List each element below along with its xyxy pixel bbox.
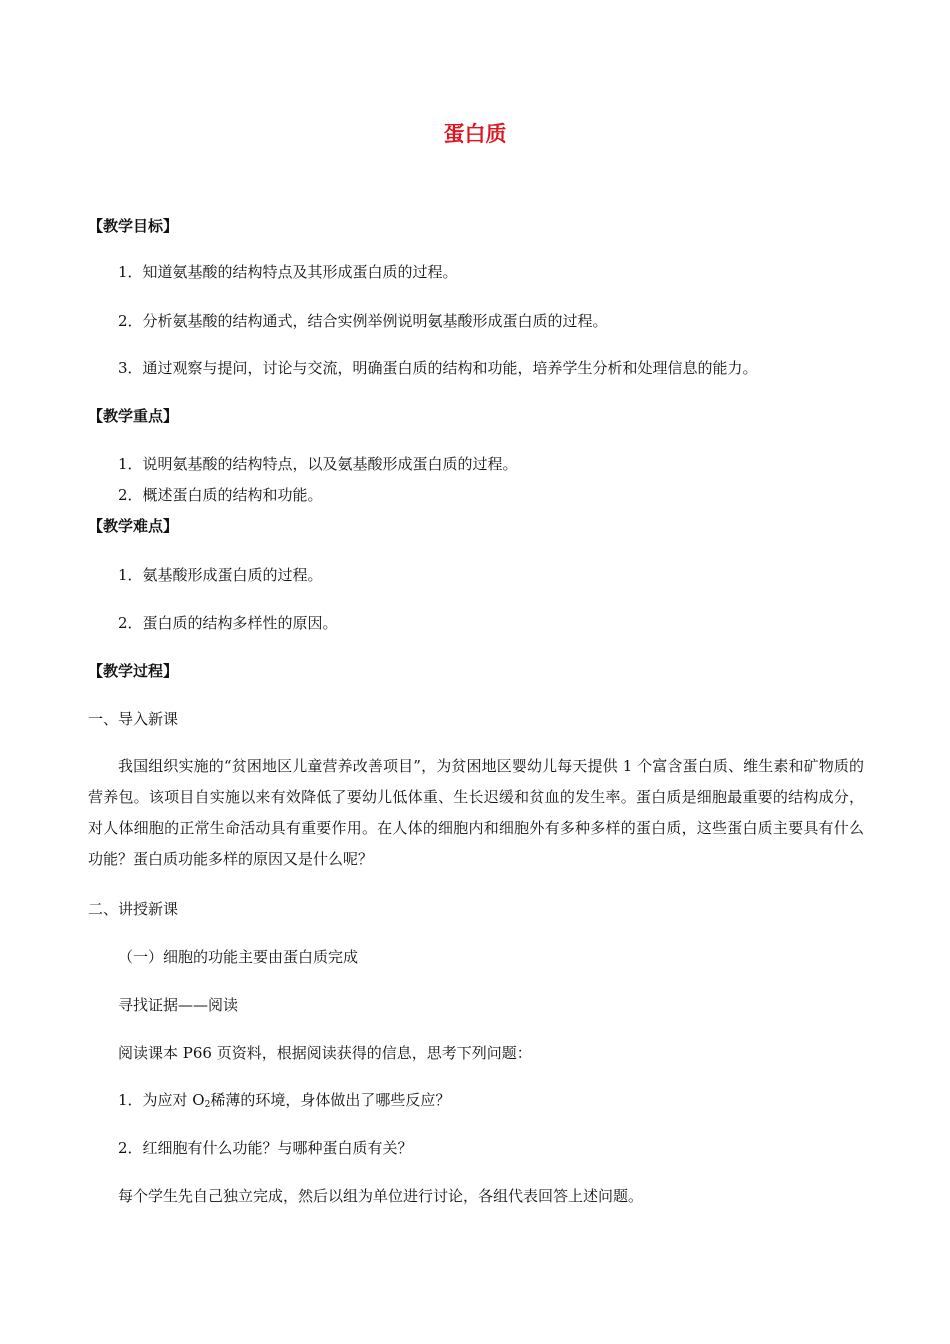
question-1-suffix: 稀薄的环境，身体做出了哪些反应？ <box>210 1091 451 1109</box>
evidence-label: 寻找证据——阅读 <box>118 996 239 1014</box>
reading-instruction: 阅读课本 P66 页资料，根据阅读获得的信息，思考下列问题： <box>118 1044 532 1062</box>
question-2: 2．红细胞有什么功能？与哪种蛋白质有关？ <box>118 1139 413 1157</box>
difficulties-heading: 【教学难点】 <box>88 517 179 535</box>
question-1-subscript: 2 <box>204 1100 211 1110</box>
objective-item-2: 2．分析氨基酸的结构通式，结合实例举例说明氨基酸形成蛋白质的过程。 <box>118 312 608 330</box>
keypoint-item-2: 2．概述蛋白质的结构和功能。 <box>118 486 323 504</box>
objective-item-1: 1．知道氨基酸的结构特点及其形成蛋白质的过程。 <box>118 263 458 281</box>
page-title: 蛋白质 <box>443 122 507 146</box>
subsection-title-1: （一）细胞的功能主要由蛋白质完成 <box>118 948 359 966</box>
objective-item-3: 3．通过观察与提问，讨论与交流，明确蛋白质的结构和功能，培养学生分析和处理信息的能力。 <box>118 359 758 377</box>
intro-section-title: 一、导入新课 <box>88 710 179 728</box>
intro-paragraph: 我国组织实施的“贫困地区儿童营养改善项目”，为贫困地区婴幼儿每天提供 1 个富含蛋白质、维生素和矿物质的营养包。该项目自实施以来有效降低了要幼儿低体重、生长迟缓和贫血的发生率。蛋白质是细胞最重要的结构成分，对人体细胞的正常生命活动具有重要作用。在人体的细胞内和细胞外有多种多样的蛋白质，这些蛋白质主要具有什么功能？蛋白质功能多样的原因又是什么呢？ <box>88 757 864 868</box>
question-1-prefix: 1．为应对 O <box>118 1091 205 1109</box>
difficulty-item-2: 2．蛋白质的结构多样性的原因。 <box>118 614 338 632</box>
lecture-section-title: 二、讲授新课 <box>88 900 179 918</box>
objectives-heading: 【教学目标】 <box>88 217 179 235</box>
closing-instruction: 每个学生先自己独立完成，然后以组为单位进行讨论，各组代表回答上述问题。 <box>118 1187 644 1205</box>
process-heading: 【教学过程】 <box>88 662 179 680</box>
difficulty-item-1: 1．氨基酸形成蛋白质的过程。 <box>118 566 323 584</box>
question-1 <box>118 1090 450 1115</box>
keypoint-item-1: 1．说明氨基酸的结构特点，以及氨基酸形成蛋白质的过程。 <box>118 455 518 473</box>
keypoints-heading: 【教学重点】 <box>88 407 179 425</box>
